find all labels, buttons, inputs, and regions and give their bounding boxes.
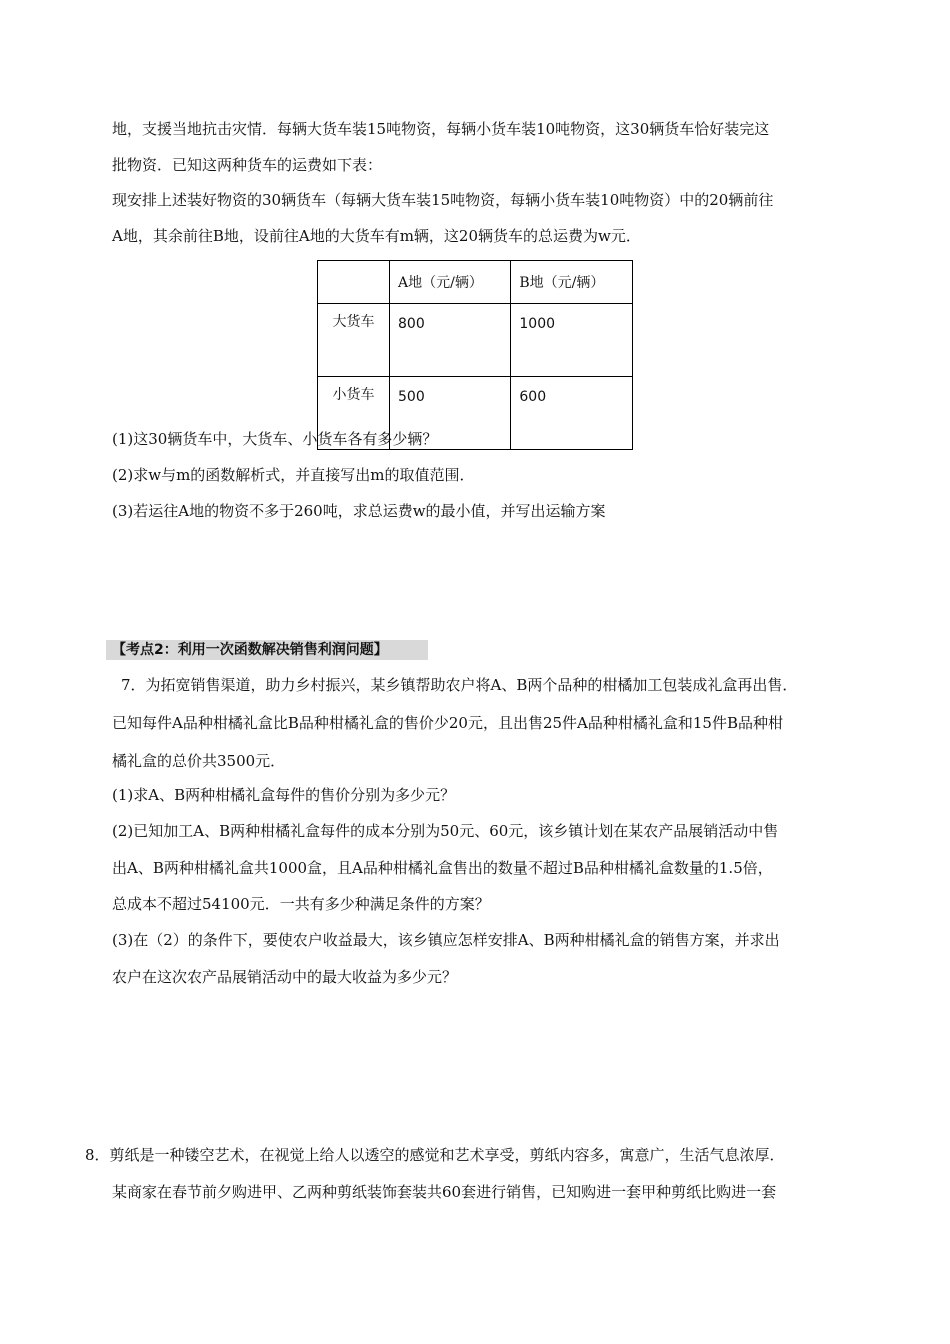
- problem7-question-2c: 总成本不超过54100元．一共有多少种满足条件的方案？: [112, 895, 490, 913]
- table-header-a: A地（元/辆）: [390, 261, 511, 304]
- row-label-small-truck: 小货车: [318, 377, 390, 450]
- problem6-line-1: 地，支援当地抗击灾情．每辆大货车装15吨物资，每辆小货车装10吨物资，这30辆货车恰好装完这: [112, 120, 770, 138]
- table-header-b: B地（元/辆）: [511, 261, 633, 304]
- table-header-row: [318, 261, 633, 304]
- problem7-line-1: 7．为拓宽销售渠道，助力乡村振兴，某乡镇帮助农户将A、B两个品种的柑橘加工包装成礼盒再出售．: [121, 676, 798, 694]
- large-truck-b-cost: 1000: [511, 304, 633, 377]
- large-truck-a-cost: 800: [390, 304, 511, 377]
- problem6-question-3: (3)若运往A地的物资不多于260吨，求总运费w的最小值，并写出运输方案: [112, 502, 606, 520]
- small-truck-b-cost: 600: [511, 377, 633, 450]
- problem7-question-2b: 出A、B两种柑橘礼盒共1000盒，且A品种柑橘礼盒售出的数量不超过B品种柑橘礼盒数量的1.5倍，: [112, 859, 773, 877]
- table-row: [318, 304, 633, 377]
- problem8-line-1: 8．剪纸是一种镂空艺术，在视觉上给人以透空的感觉和艺术享受，剪纸内容多，寓意广，生活气息浓厚．: [85, 1146, 785, 1164]
- problem8-line-2: 某商家在春节前夕购进甲、乙两种剪纸装饰套装共60套进行销售，已知购进一套甲种剪纸比购进一套: [112, 1183, 777, 1201]
- problem6-line-4: A地，其余前往B地，设前往A地的大货车有m辆，这20辆货车的总运费为w元．: [112, 227, 641, 245]
- problem7-question-3a: (3)在（2）的条件下，要使农户收益最大，该乡镇应怎样安排A、B两种柑橘礼盒的销售方案，并求出: [112, 931, 780, 949]
- table-corner-cell: [318, 261, 390, 304]
- problem7-question-1: (1)求A、B两种柑橘礼盒每件的售价分别为多少元？: [112, 786, 456, 804]
- problem6-line-3: 现安排上述装好物资的30辆货车（每辆大货车装15吨物资，每辆小货车装10吨物资）中的20辆前往: [112, 191, 774, 209]
- problem7-line-3: 橘礼盒的总价共3500元．: [112, 752, 286, 770]
- problem7-line-2: 已知每件A品种柑橘礼盒比B品种柑橘礼盒的售价少20元，且出售25件A品种柑橘礼盒和15件B品种柑: [112, 714, 783, 732]
- problem6-line-2: 批物资．已知这两种货车的运费如下表：: [112, 156, 383, 174]
- small-truck-a-cost: 500: [390, 377, 511, 450]
- problem7-question-2a: (2)已知加工A、B两种柑橘礼盒每件的成本分别为50元、60元，该乡镇计划在某农产品展销活动中售: [112, 822, 779, 840]
- problem6-question-2: (2)求w与m的函数解析式，并直接写出m的取值范围．: [112, 466, 475, 484]
- problem7-question-3b: 农户在这次农产品展销活动中的最大收益为多少元？: [112, 968, 458, 986]
- section-heading: 【考点2：利用一次函数解决销售利润问题】: [106, 640, 428, 660]
- freight-cost-table: [317, 260, 633, 450]
- row-label-large-truck: 大货车: [318, 304, 390, 377]
- problem6-question-1: (1)这30辆货车中，大货车、小货车各有多少辆？: [112, 430, 438, 448]
